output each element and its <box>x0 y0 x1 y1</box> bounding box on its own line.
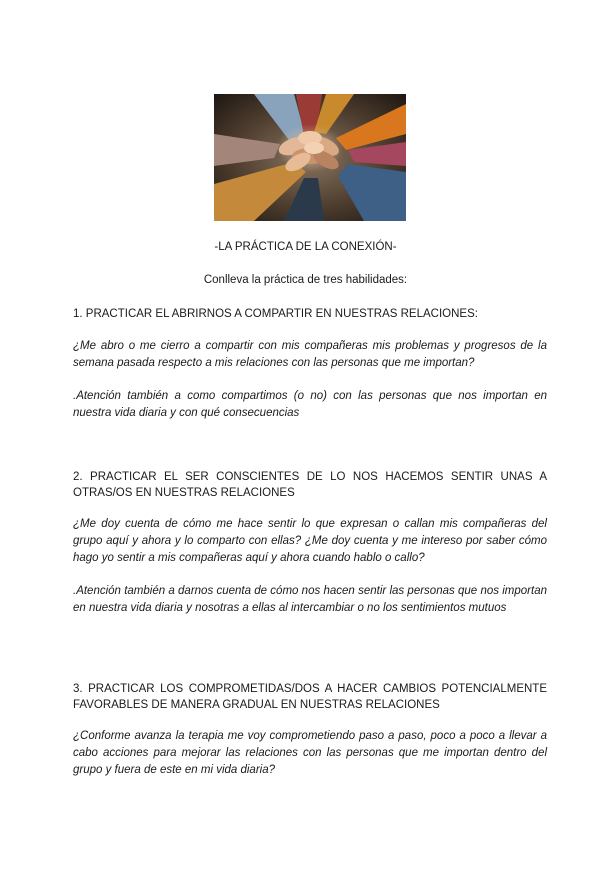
hands-together-image <box>214 94 406 221</box>
document-subtitle: Conlleva la práctica de tres habilidades: <box>203 274 408 286</box>
section-1-question: ¿Me abro o me cierro a compartir con mis compañeras mis problemas y progresos de la semana pasada respecto a mis relaciones con las personas que me importan? <box>73 340 547 369</box>
document-title: -LA PRÁCTICA DE LA CONEXIÓN- <box>214 241 397 253</box>
section-1-attention: .Atención también a como compartimos (o no) con las personas que nos importan en nuestra vida diaria y con qué consecuencias <box>73 390 547 419</box>
section-1-heading: 1. PRACTICAR EL ABRIRNOS A COMPARTIR EN NUESTRAS RELACIONES: <box>73 308 478 320</box>
section-2-heading: 2. PRACTICAR EL SER CONSCIENTES DE LO NOS HACEMOS SENTIR UNAS A OTRAS/OS EN NUESTRAS RELACIONES <box>73 471 547 499</box>
section-3-question: ¿Conforme avanza la terapia me voy comprometiendo paso a paso, poco a poco a llevar a cabo acciones para mejorar las relaciones con las personas que me importan dentro del grupo y fuera de este en mi vida diaria? <box>73 730 547 776</box>
section-2-question: ¿Me doy cuenta de cómo me hace sentir lo que expresan o callan mis compañeras del grupo aquí y ahora y lo comparto con ellas? ¿Me doy cuenta y me intereso por saber cómo hago yo sentir a mis compañeras aquí y ahora cuando hablo o callo? <box>73 518 547 564</box>
section-2-attention: .Atención también a darnos cuenta de cómo nos hacen sentir las personas que nos importan en nuestra vida diaria y nosotras a ellas al intercambiar o no los sentimientos mutuos <box>73 585 547 614</box>
section-3-heading: 3. PRACTICAR LOS COMPROMETIDAS/DOS A HACER CAMBIOS POTENCIALMENTE FAVORABLES DE MANERA GRADUAL EN NUESTRAS RELACIONES <box>73 683 547 711</box>
hands-together-photo <box>214 94 406 221</box>
